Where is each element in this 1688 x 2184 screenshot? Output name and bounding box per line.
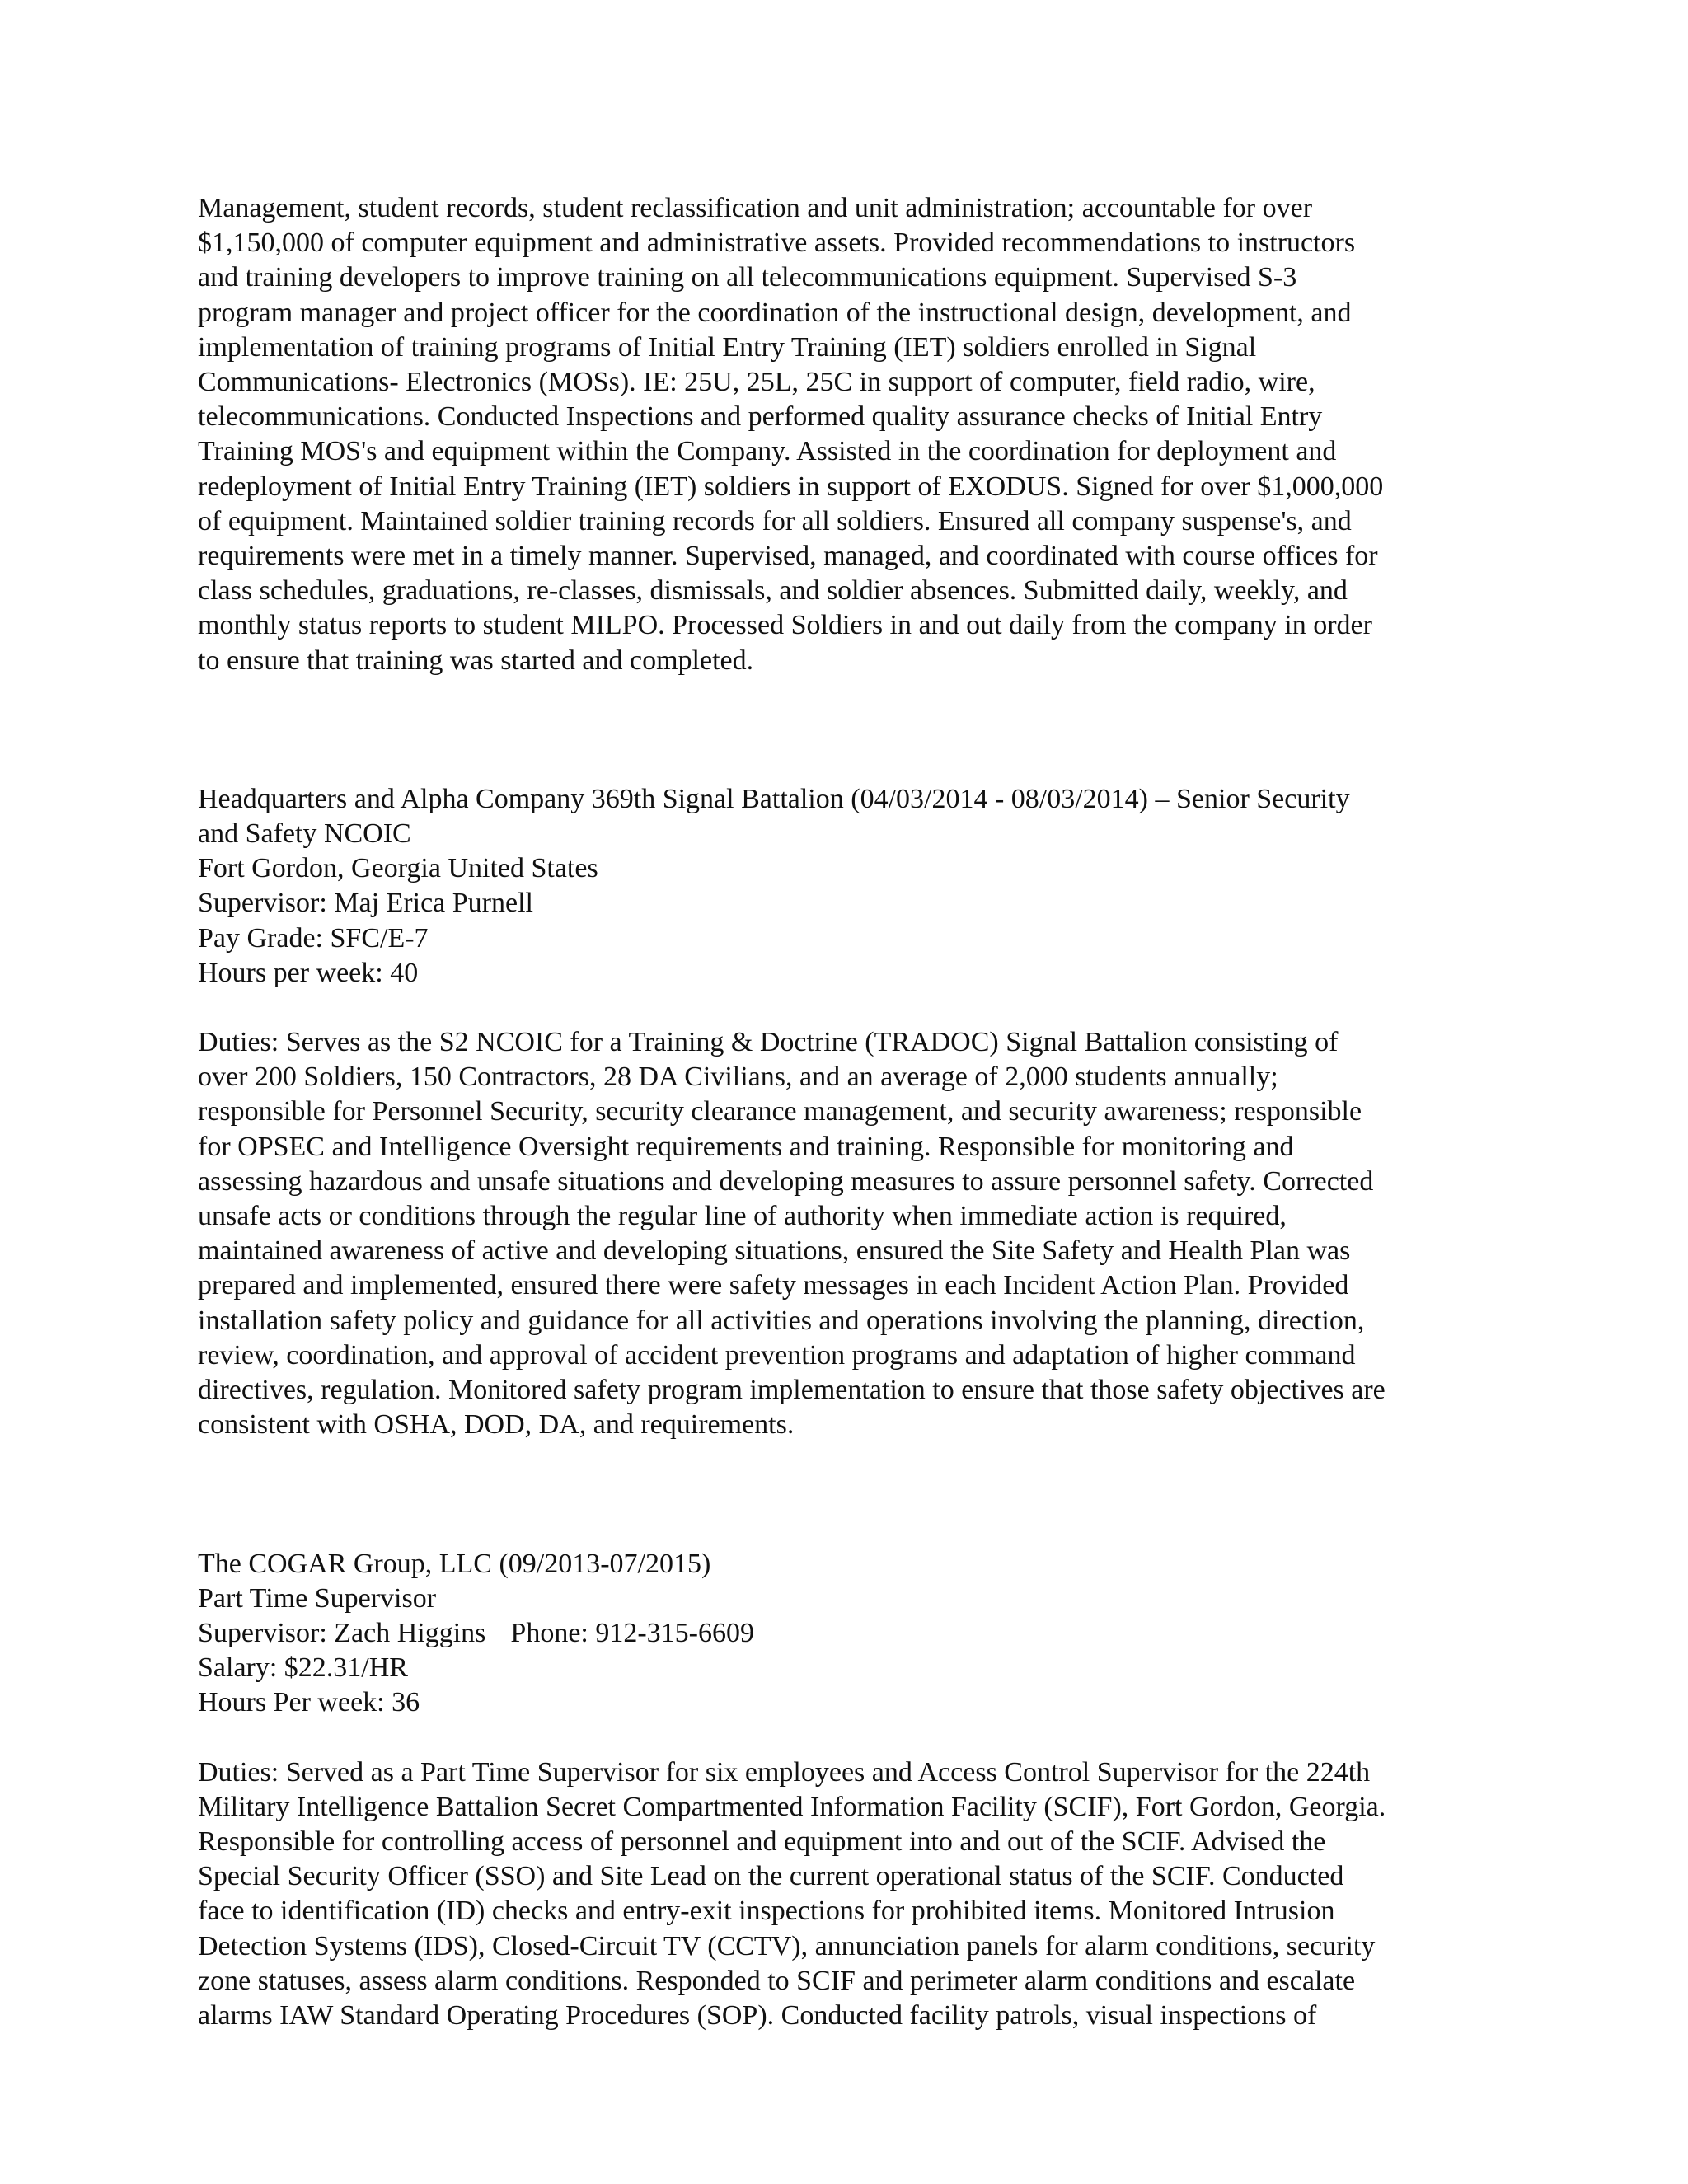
text-line: monthly status reports to student MILPO. Processed Soldiers in and out daily from the company in order [198, 610, 1372, 641]
text-line: over 200 Soldiers, 150 Contractors, 28 DA Civilians, and an average of 2,000 students annually; [198, 1062, 1278, 1093]
text-line: face to identification (ID) checks and entry-exit inspections for prohibited items. Monitored Intrusion [198, 1896, 1335, 1927]
text-line: installation safety policy and guidance for all activities and operations involving the planning, direction, [198, 1305, 1365, 1336]
text-line: telecommunications. Conducted Inspections and performed quality assurance checks of Initial Entry [198, 401, 1323, 433]
section-spacer [198, 678, 1500, 782]
text-line: Detection Systems (IDS), Closed-Circuit TV (CCTV), annunciation panels for alarm conditions, security [198, 1930, 1376, 1961]
text-line: maintained awareness of active and developing situations, ensured the Site Safety and Health Plan was [198, 1235, 1351, 1267]
section-spacer [198, 1443, 1500, 1547]
text-line: alarms IAW Standard Operating Procedures (SOP). Conducted facility patrols, visual inspections of [198, 1999, 1317, 2031]
job-pay-grade: Pay Grade: SFC/E-7 [198, 922, 429, 954]
job-duties-369th-signal [198, 1025, 1500, 1442]
intro-paragraph [198, 191, 1500, 678]
job-header-cogar-group [198, 1547, 1500, 1721]
document-page [198, 191, 1500, 2033]
job-header-369th-signal [198, 782, 1500, 991]
job-supervisor: Supervisor: Maj Erica Purnell [198, 888, 533, 919]
job-title: Part Time Supervisor [198, 1582, 437, 1614]
text-line: Special Security Officer (SSO) and Site Lead on the current operational status of the SCIF. Conducted [198, 1861, 1344, 1892]
job-salary: Salary: $22.31/HR [198, 1652, 408, 1684]
text-line: zone statuses, assess alarm conditions. Responded to SCIF and perimeter alarm conditions and escalate [198, 1965, 1356, 1996]
paragraph-spacer [198, 1721, 1500, 1755]
text-line: consistent with OSHA, DOD, DA, and requirements. [198, 1409, 795, 1441]
text-line: redeployment of Initial Entry Training (IET) soldiers in support of EXODUS. Signed for over $1,000,000 [198, 471, 1384, 502]
text-line: implementation of training programs of Initial Entry Training (IET) soldiers enrolled in Signal [198, 331, 1257, 363]
text-line: class schedules, graduations, re-classes, dismissals, and soldier absences. Submitted daily, weekly, and [198, 575, 1348, 607]
job-duties-cogar-group [198, 1755, 1500, 2034]
text-line: review, coordination, and approval of accident prevention programs and adaptation of higher command [198, 1339, 1356, 1371]
text-line: Communications- Electronics (MOSs). IE: 25U, 25L, 25C in support of computer, field radio, wire, [198, 367, 1315, 398]
job-employer: The COGAR Group, LLC (09/2013-07/2015) [198, 1548, 711, 1579]
text-line: program manager and project officer for the coordination of the instructional design, development, and [198, 297, 1352, 328]
text-line: unsafe acts or conditions through the regular line of authority when immediate action is required, [198, 1201, 1287, 1232]
job-title-line: Headquarters and Alpha Company 369th Signal Battalion (04/03/2014 - 08/03/2014) – Senior Security [198, 783, 1350, 814]
job-supervisor: Supervisor: Zach Higgins [198, 1617, 486, 1648]
text-line: of equipment. Maintained soldier training records for all soldiers. Ensured all company suspense's, and [198, 505, 1352, 537]
text-line: $1,150,000 of computer equipment and administrative assets. Provided recommendations to instructors [198, 227, 1356, 259]
text-line: prepared and implemented, ensured there were safety messages in each Incident Action Plan. Provided [198, 1270, 1349, 1301]
job-location: Fort Gordon, Georgia United States [198, 853, 598, 884]
text-line: assessing hazardous and unsafe situations and developing measures to assure personnel safety. Corrected [198, 1165, 1374, 1197]
text-line: responsible for Personnel Security, security clearance management, and security awareness; responsible [198, 1096, 1362, 1127]
job-phone: Phone: 912-315-6609 [510, 1617, 754, 1648]
job-hours: Hours Per week: 36 [198, 1687, 420, 1718]
text-line: Management, student records, student reclassification and unit administration; accountable for over [198, 193, 1313, 223]
text-line: for OPSEC and Intelligence Oversight requirements and training. Responsible for monitoring and [198, 1131, 1294, 1162]
text-line: requirements were met in a timely manner. Supervised, managed, and coordinated with course offices for [198, 541, 1378, 572]
text-line: Military Intelligence Battalion Secret Compartmented Information Facility (SCIF), Fort Gordon, Georgia. [198, 1791, 1386, 1822]
text-line: directives, regulation. Monitored safety program implementation to ensure that those safety objectives are [198, 1375, 1386, 1406]
text-line: Training MOS's and equipment within the Company. Assisted in the coordination for deployment and [198, 436, 1337, 467]
paragraph-spacer [198, 991, 1500, 1025]
text-line: Duties: Served as a Part Time Supervisor for six employees and Access Control Supervisor for the 224th [198, 1756, 1371, 1788]
text-line: Responsible for controlling access of personnel and equipment into and out of the SCIF. Advised the [198, 1825, 1326, 1857]
job-hours: Hours per week: 40 [198, 957, 419, 988]
text-line: to ensure that training was started and completed. [198, 644, 754, 676]
job-supervisor-phone-line [198, 1616, 1500, 1651]
job-title-line: and Safety NCOIC [198, 818, 411, 850]
text-line: and training developers to improve training on all telecommunications equipment. Supervised S-3 [198, 262, 1297, 293]
text-line: Duties: Serves as the S2 NCOIC for a Training & Doctrine (TRADOC) Signal Battalion consisting of [198, 1027, 1339, 1058]
